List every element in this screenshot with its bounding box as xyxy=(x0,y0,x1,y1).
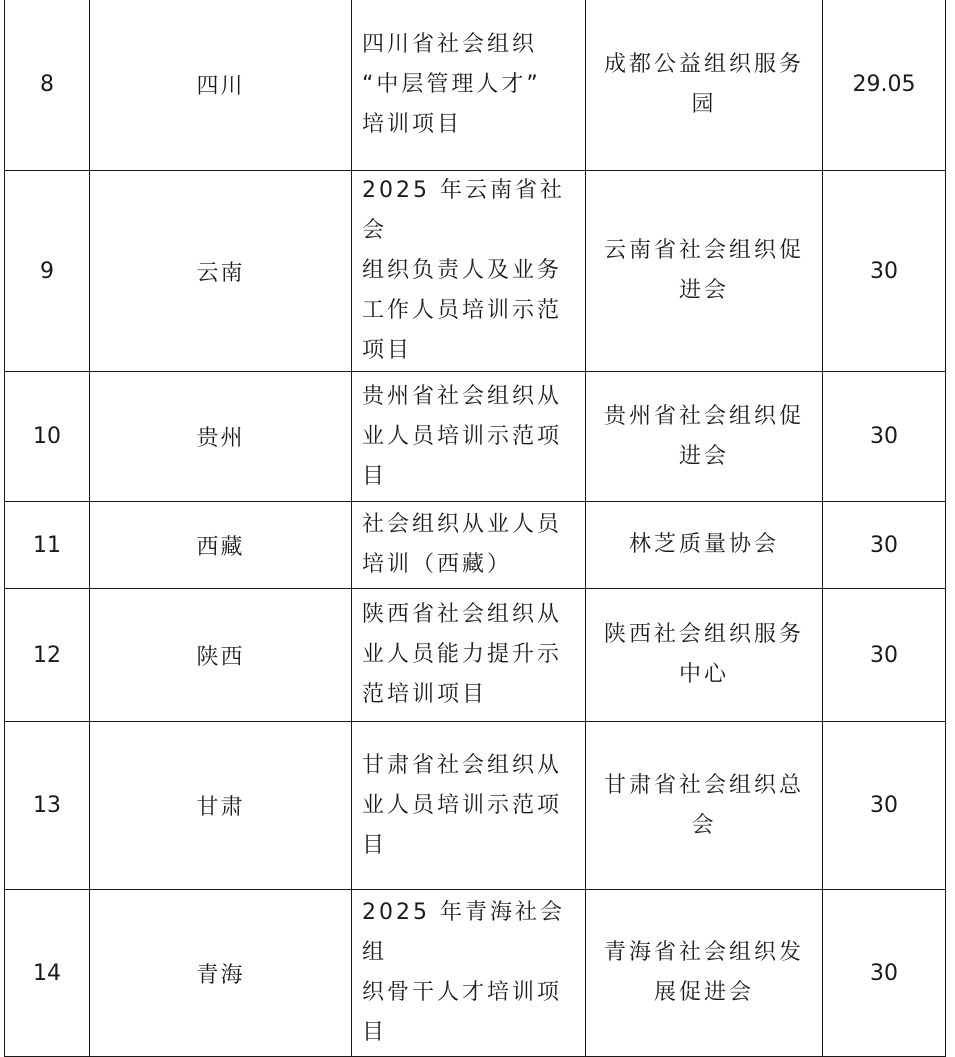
row-number: 9 xyxy=(5,171,90,372)
amount-cell: 30 xyxy=(823,372,946,502)
project-name: 2025 年云南省社会 组织负责人及业务 工作人员培训示范 项目 xyxy=(362,178,565,363)
row-number: 11 xyxy=(5,502,90,589)
organization-cell xyxy=(586,0,823,171)
organization-cell xyxy=(586,171,823,372)
project-name: 陕西省社会组织从 业人员能力提升示 范培训项目 xyxy=(362,602,563,707)
project-cell xyxy=(352,722,586,890)
project-cell xyxy=(352,589,586,722)
row-number: 12 xyxy=(5,589,90,722)
organization-cell xyxy=(586,589,823,722)
amount-cell: 29.05 xyxy=(823,0,946,171)
amount-cell: 30 xyxy=(823,171,946,372)
organization-cell xyxy=(586,890,823,1057)
row-number: 8 xyxy=(5,0,90,171)
province-cell: 四川 xyxy=(90,0,352,171)
table-row xyxy=(5,722,946,890)
table-row xyxy=(5,372,946,502)
project-cell xyxy=(352,890,586,1057)
organization-name: 林芝质量协会 xyxy=(628,532,779,557)
province-cell: 陕西 xyxy=(90,589,352,722)
project-name: 甘肃省社会组织从 业人员培训示范项 目 xyxy=(362,752,563,858)
organization-name: 贵州省社会组织促 进会 xyxy=(603,403,804,469)
project-name: 贵州省社会组织从 业人员培训示范项 目 xyxy=(362,383,563,489)
organization-name: 云南省社会组织促 进会 xyxy=(603,238,804,303)
amount-cell: 30 xyxy=(823,502,946,589)
funding-table xyxy=(4,0,946,1057)
table-row xyxy=(5,890,946,1057)
row-number: 13 xyxy=(5,722,90,890)
province-cell: 甘肃 xyxy=(90,722,352,890)
organization-cell xyxy=(586,722,823,890)
table-row xyxy=(5,502,946,589)
organization-cell xyxy=(586,372,823,502)
province-cell: 西藏 xyxy=(90,502,352,589)
project-cell xyxy=(352,0,586,171)
province-cell: 云南 xyxy=(90,171,352,372)
project-name: 社会组织从业人员 培训（西藏） xyxy=(362,512,563,577)
amount-cell: 30 xyxy=(823,589,946,722)
project-cell xyxy=(352,502,586,589)
organization-cell xyxy=(586,502,823,589)
project-cell xyxy=(352,372,586,502)
organization-name: 陕西社会组织服务 中心 xyxy=(603,622,804,687)
project-name: 四川省社会组织 “中层管理人才” 培训项目 xyxy=(362,31,541,137)
row-number: 14 xyxy=(5,890,90,1057)
province-cell: 青海 xyxy=(90,890,352,1057)
table-row xyxy=(5,0,946,171)
organization-name: 成都公益组织服务 园 xyxy=(603,51,804,117)
project-cell xyxy=(352,171,586,372)
project-name: 2025 年青海社会组 织骨干人才培训项 目 xyxy=(362,900,565,1045)
province-cell: 贵州 xyxy=(90,372,352,502)
amount-cell: 30 xyxy=(823,722,946,890)
organization-name: 甘肃省社会组织总 会 xyxy=(603,772,804,838)
table-row xyxy=(5,589,946,722)
table-row xyxy=(5,171,946,372)
row-number: 10 xyxy=(5,372,90,502)
amount-cell: 30 xyxy=(823,890,946,1057)
organization-name: 青海省社会组织发 展促进会 xyxy=(603,940,804,1005)
